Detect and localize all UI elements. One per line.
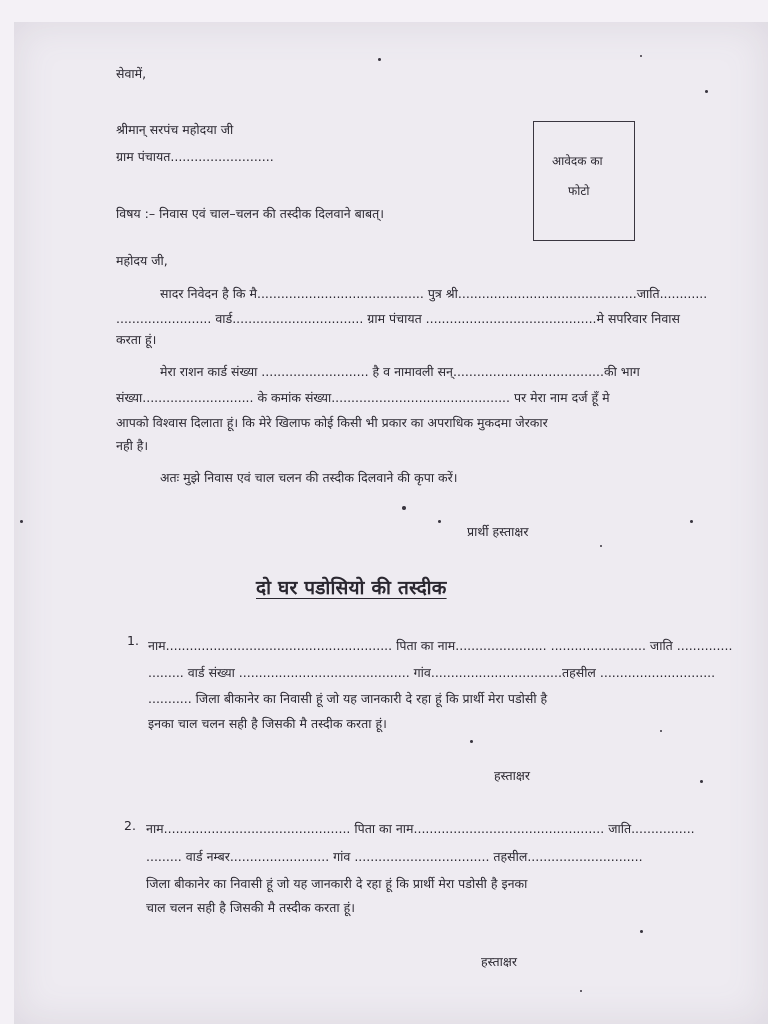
- entry-line: चाल चलन सही है जिसकी मै तस्दीक करता हूं।: [146, 900, 355, 915]
- scan-speck: [470, 740, 473, 743]
- entry-line: नाम............................................... पिता का नाम................................................ जाति................: [146, 821, 695, 836]
- salutation-to: सेवामें,: [116, 66, 147, 81]
- entry-number: 2.: [124, 818, 136, 833]
- entry-line: नाम......................................................... पिता का नाम....................... ........................ जाति ..............: [148, 638, 733, 653]
- entry-number: 1.: [127, 633, 139, 648]
- scan-speck: [20, 520, 23, 523]
- neighbour-2-signature-label: हस्ताक्षर: [481, 954, 517, 969]
- addressee-line-2: ग्राम पंचायत..........................: [116, 149, 274, 164]
- subject-line: विषय :– निवास एवं चाल–चलन की तस्दीक दिलवाने बाबत्।: [116, 206, 384, 221]
- scan-speck: [690, 520, 693, 523]
- body-line: अतः मुझे निवास एवं चाल चलन की तस्दीक दिलवाने की कृपा करें।: [160, 470, 458, 485]
- greeting: महोदय जी,: [116, 253, 168, 268]
- verification-heading: दो घर पडोसियो की तस्दीक: [256, 577, 447, 599]
- photo-box-label-1: आवेदक का: [552, 154, 603, 168]
- entry-line: ......... वार्ड नम्बर......................... गांव .................................. तहसील.............................: [146, 849, 643, 864]
- scan-speck: [378, 58, 381, 61]
- addressee-line-1: श्रीमान् सरपंच महोदया जी: [116, 122, 234, 137]
- entry-line: इनका चाल चलन सही है जिसकी मै तस्दीक करता हूं।: [148, 716, 387, 731]
- photo-box: [533, 121, 635, 241]
- body-line: मेरा राशन कार्ड संख्या ........................... है व नामावली सन्......................................की भाग: [160, 364, 640, 379]
- body-line: आपको विश्वास दिलाता हूं। कि मेरे खिलाफ कोई किसी भी प्रकार का अपराधिक मुकदमा जेरकार: [116, 415, 548, 430]
- body-line: नही है।: [116, 438, 149, 453]
- entry-line: ........... जिला बीकानेर का निवासी हूं जो यह जानकारी दे रहा हूं कि प्रार्थी मेरा पडोसी है: [148, 691, 548, 706]
- photo-box-label-2: फोटो: [568, 184, 590, 198]
- scan-speck: [580, 990, 582, 992]
- applicant-signature-label: प्रार्थी हस्ताक्षर: [467, 524, 529, 539]
- scan-speck: [660, 730, 662, 732]
- scan-speck: [402, 506, 406, 510]
- scan-speck: [438, 520, 441, 523]
- scan-speck: [640, 930, 643, 933]
- scan-speck: [705, 90, 708, 93]
- body-line: करता हूं।: [116, 332, 157, 347]
- body-line: संख्या............................ के कमांक संख्या............................................. पर मेरा नाम दर्ज हूँ मे: [116, 390, 610, 405]
- scan-speck: [700, 780, 703, 783]
- scan-speck: [640, 55, 642, 57]
- entry-line: जिला बीकानेर का निवासी हूं जो यह जानकारी दे रहा हूं कि प्रार्थी मेरा पडोसी है इनका: [146, 876, 528, 891]
- body-line: ........................ वार्ड................................. ग्राम पंचायत ...........................................मे सपरिवार निवास: [116, 311, 680, 326]
- body-line: सादर निवेदन है कि मै.......................................... पुत्र श्री.............................................जाति............: [160, 286, 708, 301]
- neighbour-1-signature-label: हस्ताक्षर: [494, 768, 530, 783]
- entry-line: ......... वार्ड संख्या ........................................... गांव.................................तहसील .............................: [148, 665, 716, 680]
- document-page: [14, 22, 768, 1024]
- scan-speck: [600, 545, 602, 547]
